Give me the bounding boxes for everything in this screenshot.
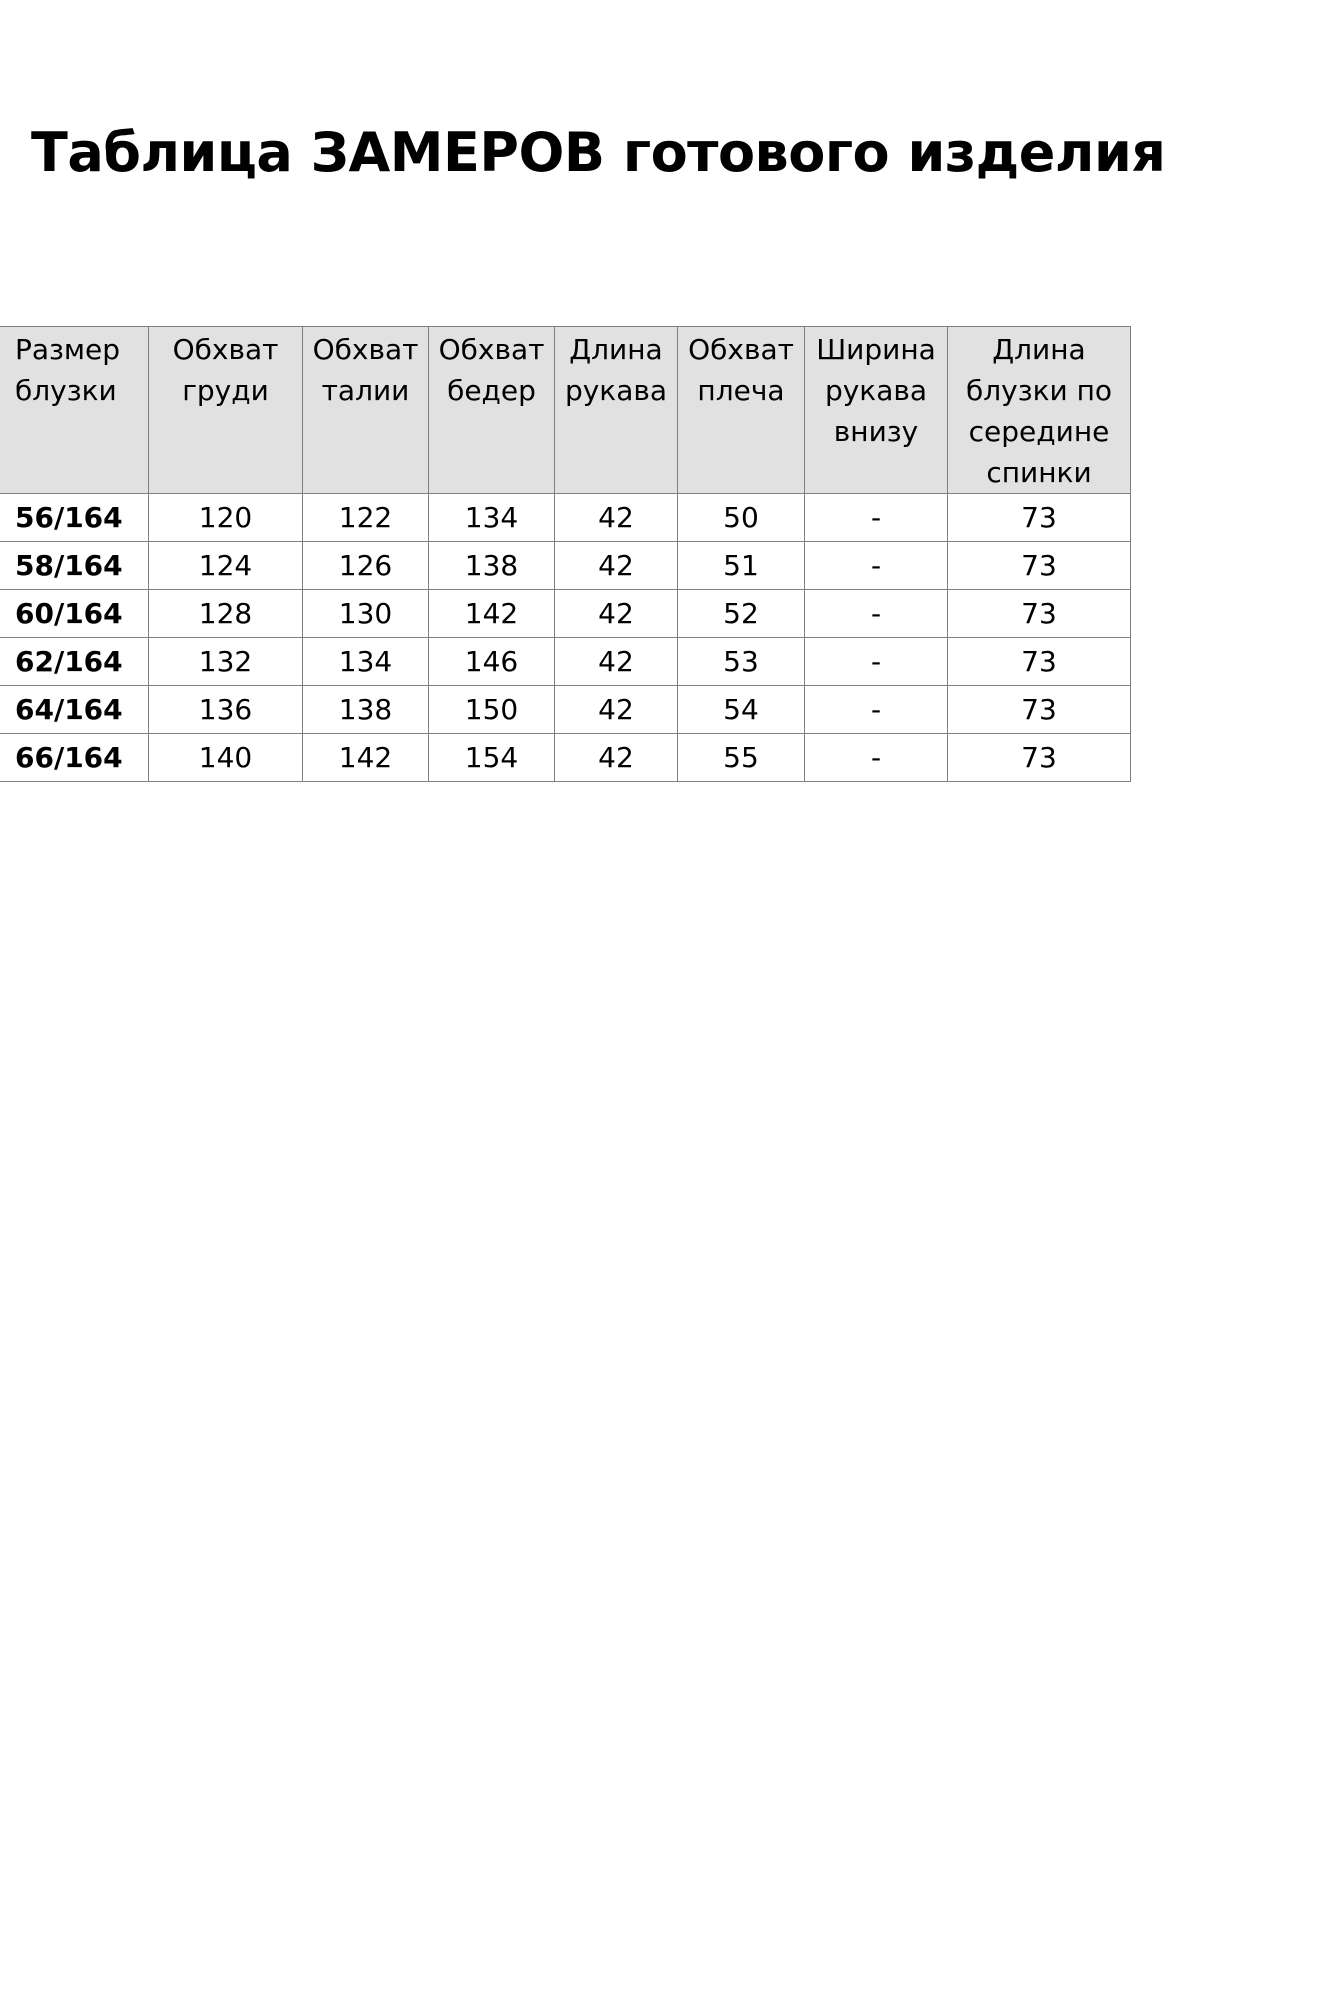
upper-arm-cell: 53 [678, 638, 805, 686]
size-cell: 56/164 [0, 494, 149, 542]
back-length-cell: 73 [948, 734, 1131, 782]
column-header-hips: Обхват бедер [429, 327, 555, 494]
chest-cell: 140 [149, 734, 303, 782]
upper-arm-cell: 54 [678, 686, 805, 734]
column-header-chest: Обхват груди [149, 327, 303, 494]
sleeve-width-cell: - [805, 542, 948, 590]
column-header-size: Размер блузки [0, 327, 149, 494]
hips-cell: 150 [429, 686, 555, 734]
size-cell: 58/164 [0, 542, 149, 590]
back-length-cell: 73 [948, 686, 1131, 734]
hips-cell: 146 [429, 638, 555, 686]
upper-arm-cell: 51 [678, 542, 805, 590]
chest-cell: 120 [149, 494, 303, 542]
page-title: Таблица ЗАМЕРОВ готового изделия [31, 121, 1166, 184]
column-header-waist: Обхват талии [303, 327, 429, 494]
sleeve-length-cell: 42 [555, 542, 678, 590]
hips-cell: 134 [429, 494, 555, 542]
waist-cell: 134 [303, 638, 429, 686]
chest-cell: 128 [149, 590, 303, 638]
hips-cell: 138 [429, 542, 555, 590]
size-measurement-table [0, 326, 1131, 782]
size-cell: 66/164 [0, 734, 149, 782]
hips-cell: 154 [429, 734, 555, 782]
sleeve-width-cell: - [805, 734, 948, 782]
table-row [0, 638, 1131, 686]
sleeve-length-cell: 42 [555, 638, 678, 686]
chest-cell: 124 [149, 542, 303, 590]
column-header-sleeve-width-bottom: Ширина рукава внизу [805, 327, 948, 494]
upper-arm-cell: 55 [678, 734, 805, 782]
sleeve-length-cell: 42 [555, 686, 678, 734]
back-length-cell: 73 [948, 590, 1131, 638]
hips-cell: 142 [429, 590, 555, 638]
sleeve-width-cell: - [805, 494, 948, 542]
table-row [0, 542, 1131, 590]
size-cell: 62/164 [0, 638, 149, 686]
back-length-cell: 73 [948, 638, 1131, 686]
sleeve-length-cell: 42 [555, 590, 678, 638]
waist-cell: 126 [303, 542, 429, 590]
sleeve-width-cell: - [805, 590, 948, 638]
size-cell: 64/164 [0, 686, 149, 734]
waist-cell: 142 [303, 734, 429, 782]
waist-cell: 138 [303, 686, 429, 734]
table-row [0, 686, 1131, 734]
table-header-row [0, 327, 1131, 494]
upper-arm-cell: 52 [678, 590, 805, 638]
column-header-upper-arm: Обхват плеча [678, 327, 805, 494]
back-length-cell: 73 [948, 542, 1131, 590]
chest-cell: 132 [149, 638, 303, 686]
size-cell: 60/164 [0, 590, 149, 638]
column-header-sleeve-length: Длина рукава [555, 327, 678, 494]
waist-cell: 130 [303, 590, 429, 638]
back-length-cell: 73 [948, 494, 1131, 542]
table-row [0, 590, 1131, 638]
sleeve-width-cell: - [805, 686, 948, 734]
sleeve-length-cell: 42 [555, 734, 678, 782]
sleeve-length-cell: 42 [555, 494, 678, 542]
column-header-back-length: Длина блузки по середине спинки [948, 327, 1131, 494]
chest-cell: 136 [149, 686, 303, 734]
table-row [0, 734, 1131, 782]
table-row [0, 494, 1131, 542]
upper-arm-cell: 50 [678, 494, 805, 542]
sleeve-width-cell: - [805, 638, 948, 686]
waist-cell: 122 [303, 494, 429, 542]
